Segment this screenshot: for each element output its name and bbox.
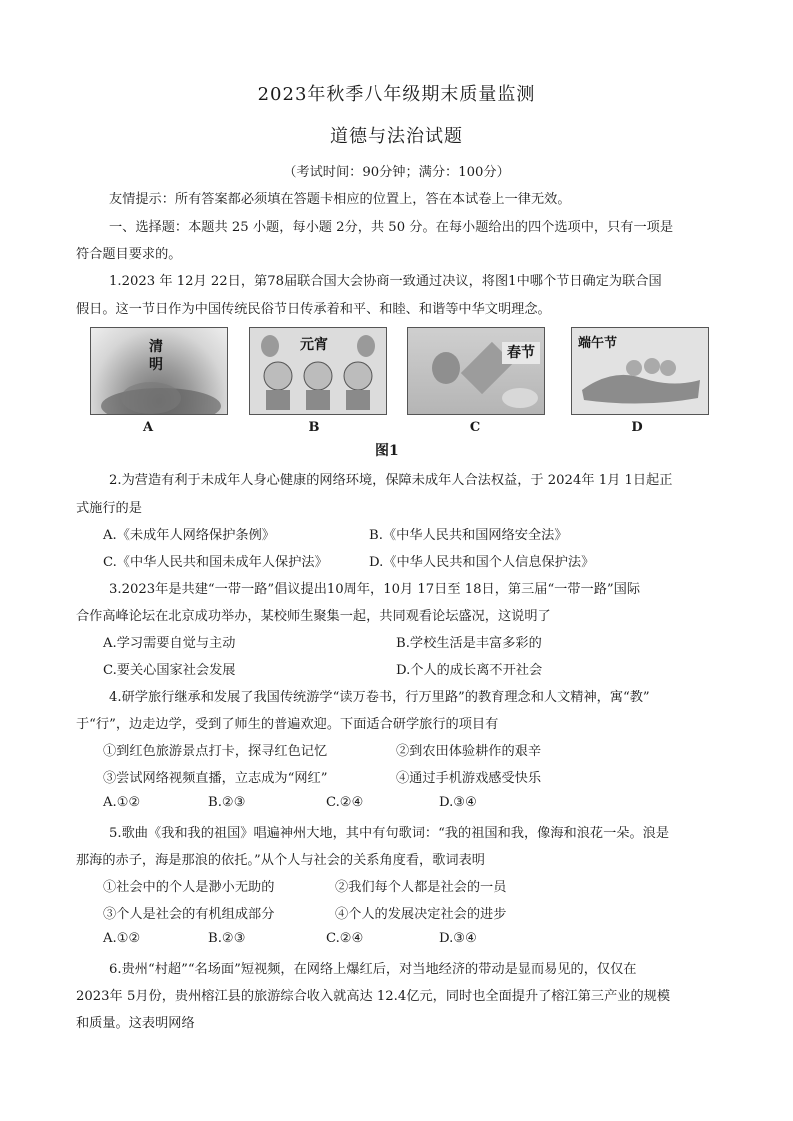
exam-subtitle: 道德与法治试题 [330,126,463,147]
q3-option-c: C.要关心国家社会发展 [103,663,236,678]
q6-line1: 6.贵州“村超”“名场面”短视频，在网络上爆红后，对当地经济的带动是显而易见的，仅仅在 [109,962,637,977]
q5-statement-2: ②我们每个人都是社会的一员 [335,880,507,895]
figure-image-c [407,327,545,415]
figure-image-d [571,327,709,415]
q5-statement-4: ④个人的发展决定社会的进步 [335,907,507,922]
figure-a-text: 清明 [149,339,163,373]
q4-line2: 于“行”，边走边学，受到了师生的普遍欢迎。下面适合研学旅行的项目有 [76,717,499,732]
q2-option-c: C.《中华人民共和国未成年人保护法》 [103,555,328,570]
q5-statement-3: ③个人是社会的有机组成部分 [103,907,275,922]
q4-option-b: B.②③ [208,795,246,810]
q4-statement-3: ③尝试网络视频直播，立志成为“网红” [103,771,328,786]
q3-option-d: D.个人的成长离不开社会 [396,663,543,678]
q4-line1: 4.研学旅行继承和发展了我国传统游学“读万卷书，行万里路”的教育理念和人文精神，寓“教” [109,690,650,705]
section-heading-line1: 一、选择题：本题共 25 小题，每小题 2分，共 50 分。在每小题给出的四个选项中，只有一项是 [109,220,674,235]
q2-option-a: A.《未成年人网络保护条例》 [103,528,275,543]
q3-option-b: B.学校生活是丰富多彩的 [396,636,542,651]
q3-line1: 3.2023年是共建“一带一路”倡议提出10周年，10月 17日至 18日，第三届“一带一路”国际 [109,582,641,597]
q4-option-c: C.②④ [326,795,364,810]
q1-line2: 假日。这一节日作为中国传统民俗节日传承着和平、和睦、和谐等中华文明理念。 [76,302,551,317]
q5-option-c: C.②④ [326,931,364,946]
figure-caption: 图1 [375,443,399,459]
q4-statement-1: ①到红色旅游景点打卡，探寻红色记忆 [103,744,328,759]
exam-info: （考试时间：90分钟；满分：100分） [283,165,510,180]
q1-line1: 1.2023 年 12月 22日，第78届联合国大会协商一致通过决议，将图1中哪个节日确定为联合国 [109,274,662,289]
q3-option-a: A.学习需要自觉与主动 [103,636,236,651]
figure-label-b: B [308,420,320,435]
q6-line3: 和质量。这表明网络 [76,1016,195,1031]
section-heading-line2: 符合题目要求的。 [76,247,182,262]
q5-line2: 那海的赤子，海是那浪的依托。”从个人与社会的关系角度看，歌词表明 [76,853,485,868]
exam-title: 2023年秋季八年级期末质量监测 [257,84,536,105]
q4-option-d: D.③④ [439,795,477,810]
figure-label-d: D [631,420,643,435]
q2-option-b: B.《中华人民共和国网络安全法》 [369,528,568,543]
q2-line2: 式施行的是 [76,501,142,516]
friendly-tip: 友情提示：所有答案都必须填在答题卡相应的位置上，答在本试卷上一律无效。 [109,192,571,207]
figure-image-a [90,327,228,415]
q3-line2: 合作高峰论坛在北京成功举办，某校师生聚集一起，共同观看论坛盛况，这说明了 [76,609,551,624]
q2-line1: 2.为营造有利于未成年人身心健康的网络环境，保障未成年人合法权益，于 2024年 1月 1日起正 [109,473,673,488]
q5-line1: 5.歌曲《我和我的祖国》唱遍神州大地，其中有句歌词：“我的祖国和我，像海和浪花一朵。浪是 [109,826,670,841]
figure-label-a: A [142,420,154,435]
q5-option-b: B.②③ [208,931,246,946]
q4-option-a: A.①② [103,795,141,810]
figure-b-text: 元宵 [300,337,328,353]
q6-line2: 2023年 5月份，贵州榕江县的旅游综合收入就高达 12.4亿元，同时也全面提升了榕江第三产业的规模 [76,989,671,1004]
q4-statement-4: ④通过手机游戏感受快乐 [396,771,542,786]
figure-image-b [249,327,387,415]
figure-c-text: 春节 [502,342,540,364]
figure-d-text: 端午节 [578,336,618,351]
figure-label-c: C [469,420,481,435]
q2-option-d: D.《中华人民共和国个人信息保护法》 [369,555,595,570]
q5-option-d: D.③④ [439,931,477,946]
q5-option-a: A.①② [103,931,141,946]
q5-statement-1: ①社会中的个人是渺小无助的 [103,880,275,895]
q4-statement-2: ②到农田体验耕作的艰辛 [396,744,542,759]
